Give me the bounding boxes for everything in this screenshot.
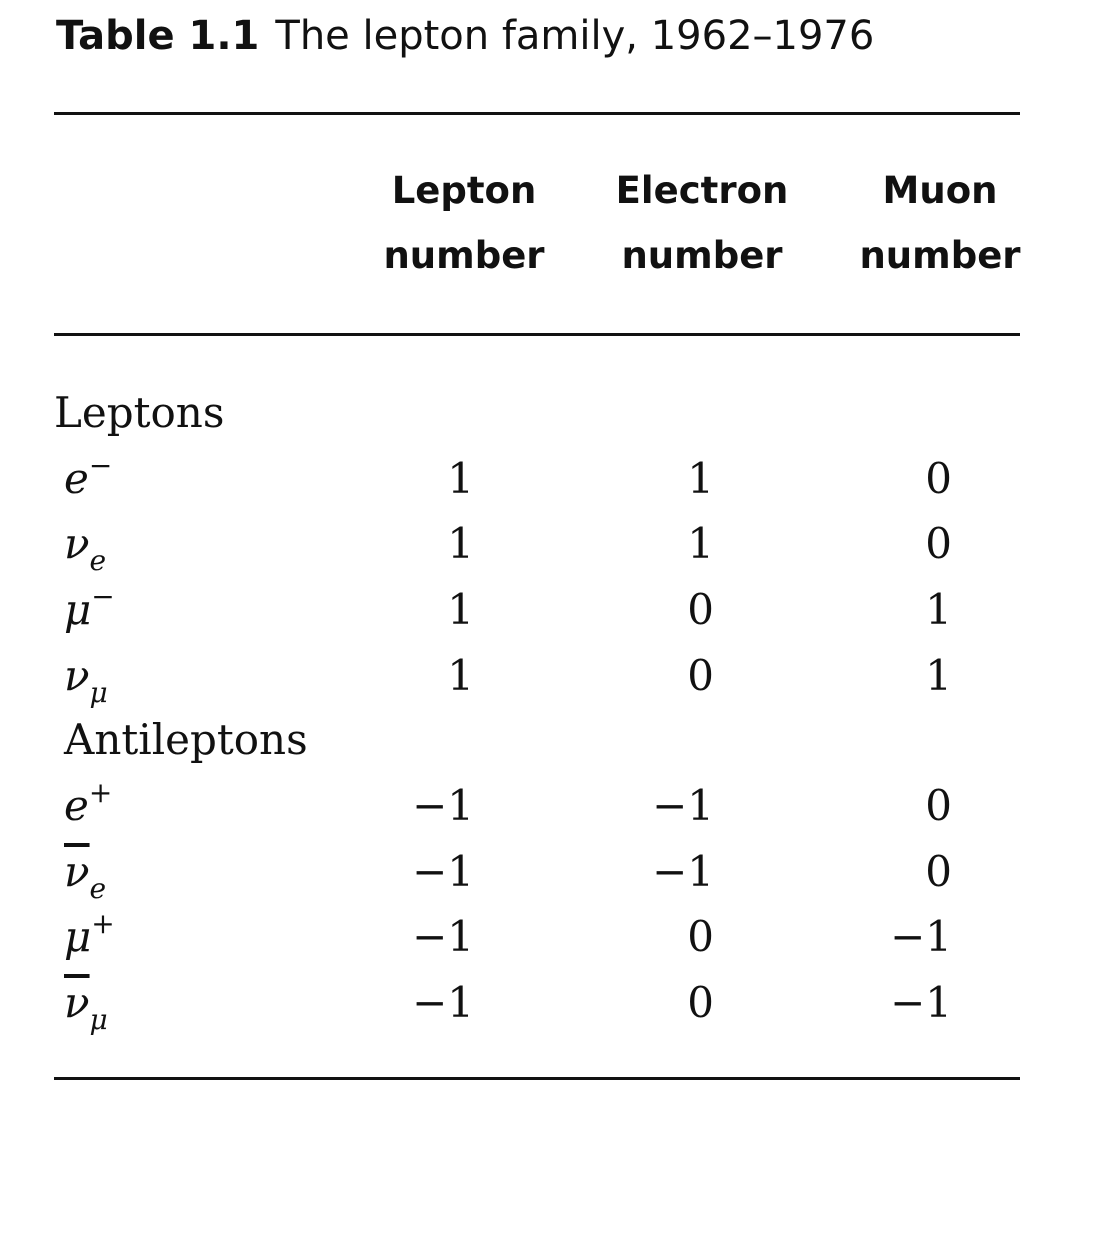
muon-number-cell: 0	[925, 454, 952, 503]
table-row	[0, 577, 1094, 642]
top-rule	[54, 112, 1020, 115]
electron-number-cell: 0	[687, 585, 714, 634]
lepton-number-cell: −1	[412, 781, 474, 830]
group-label-antileptons: Antileptons	[64, 715, 308, 764]
column-header-muon-number: Muon number	[859, 169, 1021, 277]
particle-symbol: μ−	[64, 580, 115, 634]
lepton-number-cell: −1	[412, 912, 474, 961]
lepton-number-cell: 1	[447, 519, 474, 568]
table-row	[0, 970, 1094, 1035]
muon-number-cell: 0	[925, 519, 952, 568]
column-header-lepton-number: Lepton number	[383, 169, 545, 277]
particle-symbol: e−	[64, 449, 113, 503]
electron-number-cell: −1	[652, 847, 714, 896]
particle-symbol: e+	[64, 776, 113, 830]
table-row	[0, 839, 1094, 904]
electron-number-cell: −1	[652, 781, 714, 830]
lepton-number-cell: 1	[447, 454, 474, 503]
particle-symbol: $\overline{\nu}_\mu$	[64, 978, 108, 1036]
electron-number-cell: 1	[687, 519, 714, 568]
muon-number-cell: 1	[925, 651, 952, 700]
bottom-rule	[54, 1077, 1020, 1080]
table-row	[0, 773, 1094, 838]
particle-symbol: μ+	[64, 907, 115, 961]
table-number: Table 1.1	[56, 13, 260, 59]
electron-number-cell: 0	[687, 912, 714, 961]
lepton-number-cell: 1	[447, 651, 474, 700]
table-row	[0, 446, 1094, 511]
electron-number-cell: 0	[687, 651, 714, 700]
table-title: The lepton family, 1962–1976	[275, 13, 875, 59]
table-caption	[56, 10, 874, 62]
lepton-number-cell: −1	[412, 978, 474, 1027]
particle-symbol: $\nu_\mu$	[64, 651, 108, 709]
electron-number-cell: 1	[687, 454, 714, 503]
table-row	[0, 511, 1094, 576]
lepton-number-cell: 1	[447, 585, 474, 634]
particle-symbol: $\nu_e$	[64, 519, 107, 577]
lepton-number-cell: −1	[412, 847, 474, 896]
particle-symbol: $\overline{\nu}_e$	[64, 847, 107, 905]
muon-number-cell: 0	[925, 781, 952, 830]
muon-number-cell: −1	[890, 978, 952, 1027]
group-label-leptons: Leptons	[54, 388, 225, 437]
electron-number-cell: 0	[687, 978, 714, 1027]
table-row	[0, 904, 1094, 969]
muon-number-cell: −1	[890, 912, 952, 961]
muon-number-cell: 0	[925, 847, 952, 896]
header-rule	[54, 333, 1020, 336]
table-row	[0, 643, 1094, 708]
muon-number-cell: 1	[925, 585, 952, 634]
column-header-electron-number: Electron number	[615, 169, 789, 277]
